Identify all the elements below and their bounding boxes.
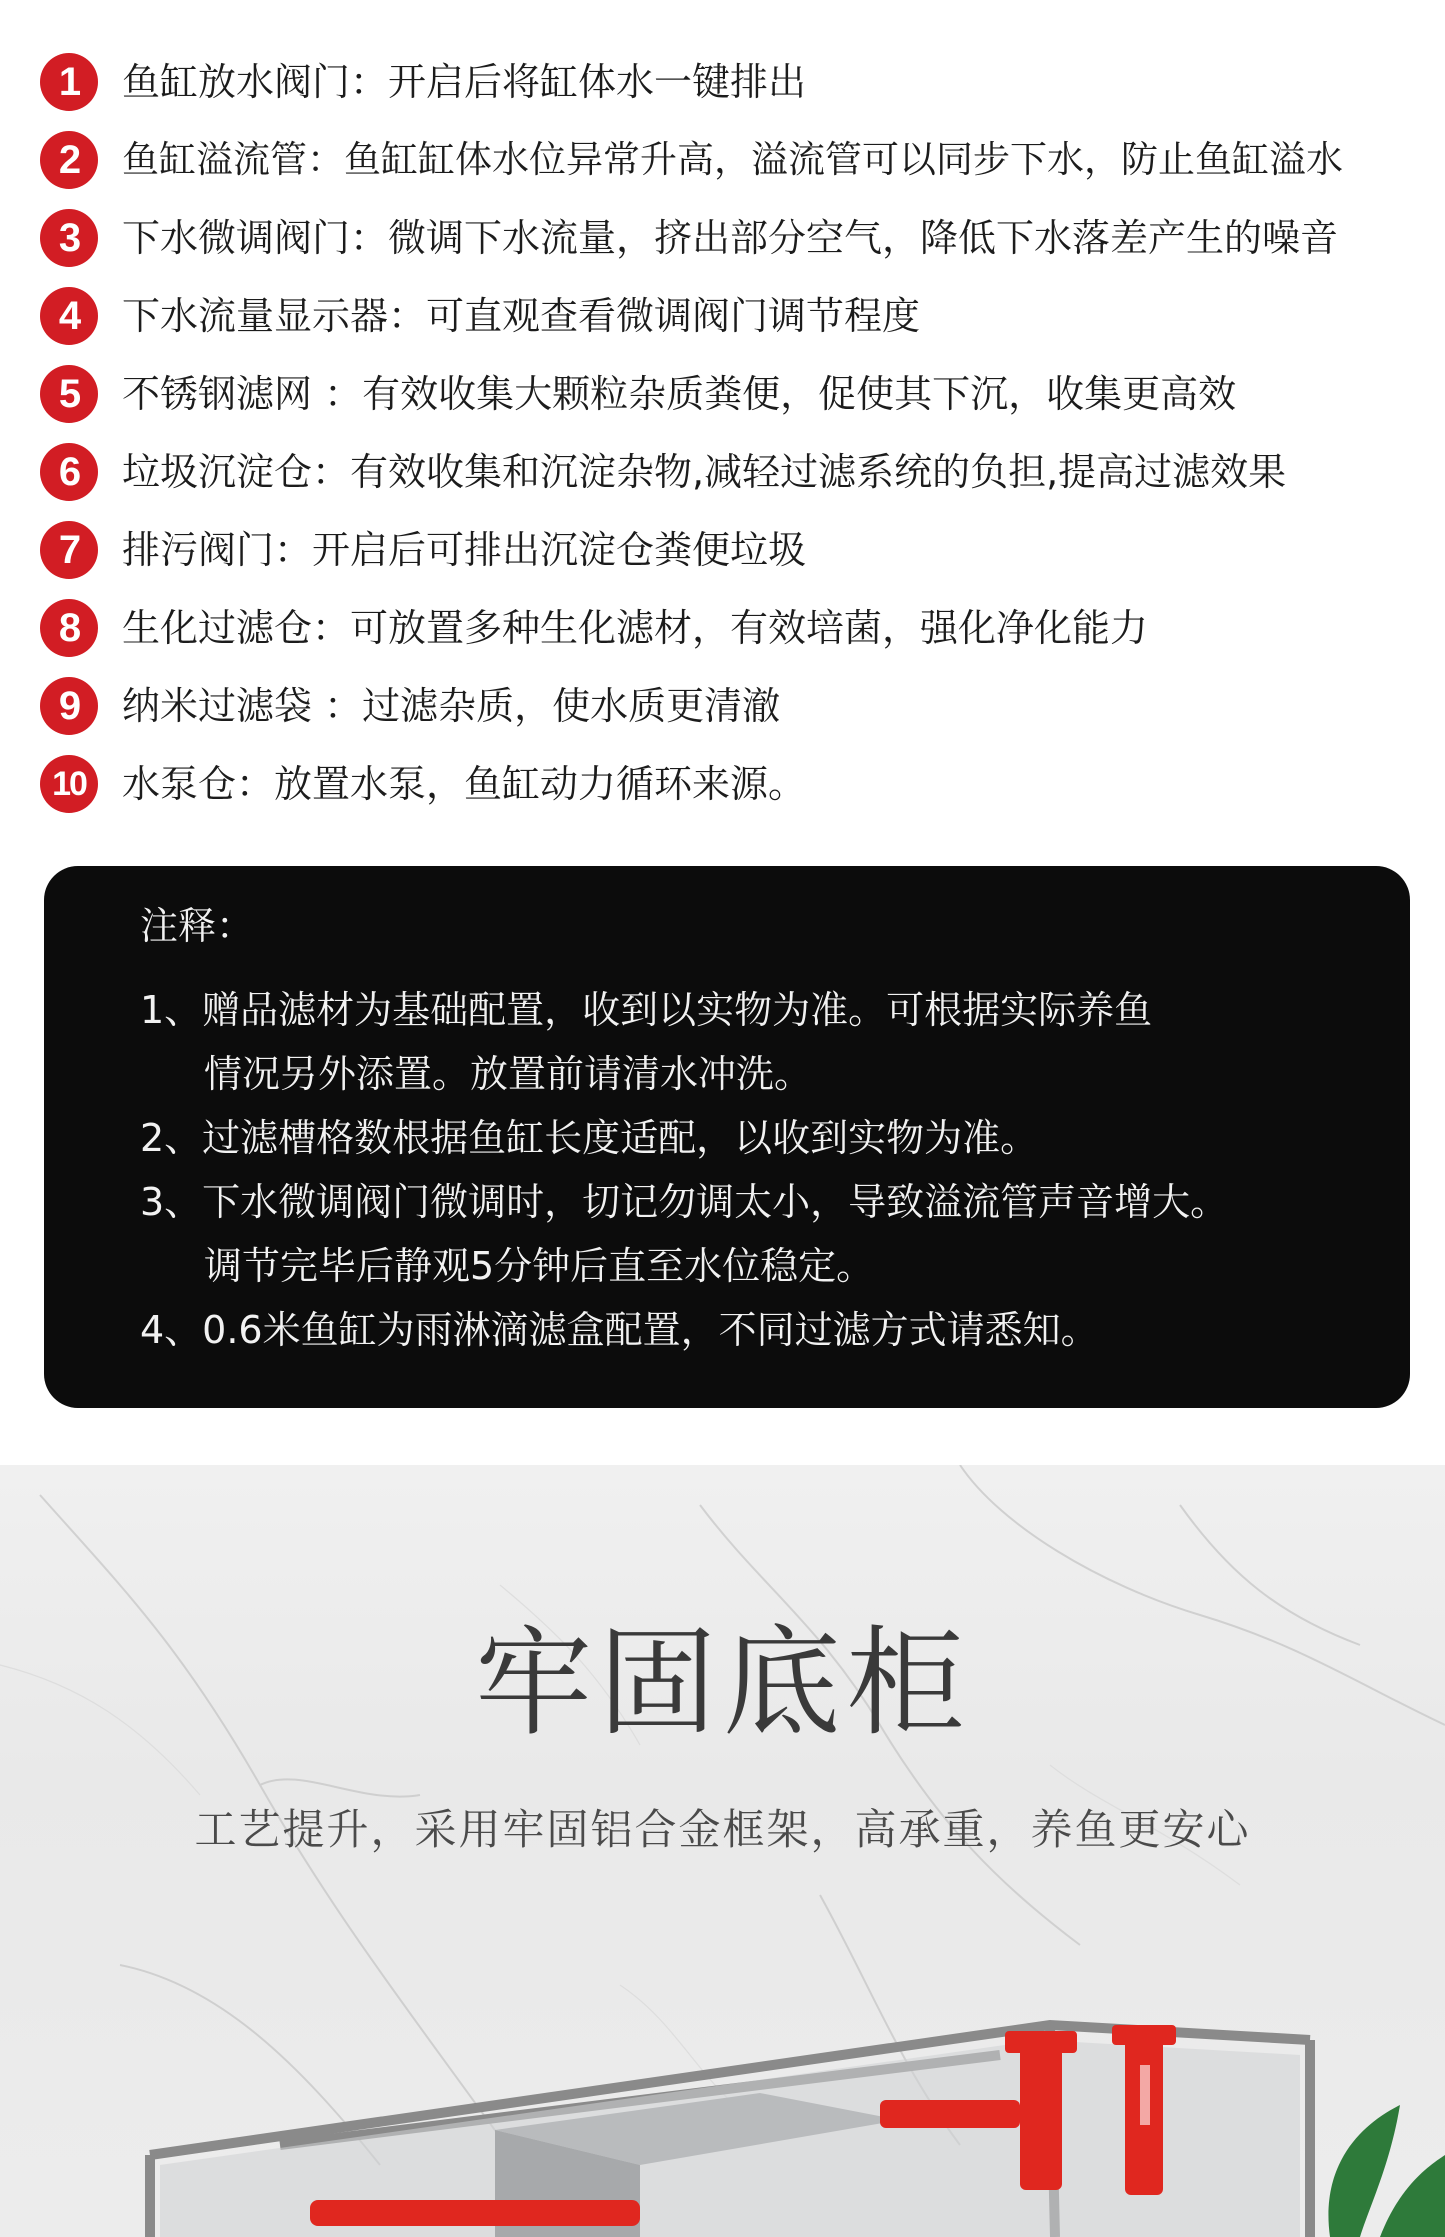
notes-box	[44, 866, 1410, 1408]
feature-text: 生化过滤仓：可放置多种生化滤材，有效培菌，强化净化能力	[122, 606, 1149, 650]
feature-item	[40, 674, 780, 738]
note-line: 4、0.6米鱼缸为雨淋滴滤盒配置，不同过滤方式请悉知。	[140, 1308, 1099, 1352]
feature-item	[40, 128, 1343, 192]
note-line: 2、过滤槽格数根据鱼缸长度适配，以收到实物为准。	[140, 1116, 1039, 1160]
feature-item	[40, 596, 1148, 660]
feature-item	[40, 206, 1338, 270]
cabinet-subtitle: 工艺提升，采用牢固铝合金框架，高承重，养鱼更安心	[194, 1805, 1251, 1854]
feature-text: 下水微调阀门：微调下水流量，挤出部分空气，降低下水落差产生的噪音	[122, 216, 1339, 260]
feature-item	[40, 50, 806, 114]
notes-title: 注释：	[140, 904, 255, 948]
feature-item	[40, 518, 806, 582]
feature-text: 鱼缸溢流管：鱼缸缸体水位异常升高，溢流管可以同步下水，防止鱼缸溢水	[122, 138, 1343, 181]
number-badge: 8	[40, 599, 98, 657]
feature-item	[40, 362, 1236, 426]
number-badge: 5	[40, 365, 98, 423]
feature-text: 水泵仓：放置水泵，鱼缸动力循环来源。	[122, 762, 807, 806]
note-line: 情况另外添置。放置前请清水冲洗。	[204, 1052, 813, 1096]
feature-text: 不锈钢滤网 ：有效收集大颗粒杂质粪便，促使其下沉，收集更高效	[122, 372, 1237, 416]
feature-item	[40, 440, 1286, 504]
number-badge: 10	[40, 755, 98, 813]
feature-item	[40, 752, 806, 816]
number-badge: 2	[40, 131, 98, 189]
note-line: 调节完毕后静观5分钟后直至水位稳定。	[204, 1244, 875, 1288]
feature-text: 鱼缸放水阀门：开启后将缸体水一键排出	[122, 60, 807, 104]
cabinet-section	[0, 1465, 1445, 2237]
number-badge: 4	[40, 287, 98, 345]
cabinet-title: 牢固底柜	[474, 1614, 971, 1752]
number-badge: 9	[40, 677, 98, 735]
feature-text: 垃圾沉淀仓：有效收集和沉淀杂物,减轻过滤系统的负担,提高过滤效果	[122, 450, 1287, 494]
feature-text: 排污阀门：开启后可排出沉淀仓粪便垃圾	[122, 528, 807, 572]
number-badge: 7	[40, 521, 98, 579]
feature-item	[40, 284, 920, 348]
number-badge: 1	[40, 53, 98, 111]
number-badge: 6	[40, 443, 98, 501]
feature-text: 纳米过滤袋 ：过滤杂质，使水质更清澈	[122, 684, 781, 728]
feature-text: 下水流量显示器：可直观查看微调阀门调节程度	[122, 294, 921, 338]
note-line: 1、赠品滤材为基础配置，收到以实物为准。可根据实际养鱼	[140, 988, 1153, 1032]
note-line: 3、下水微调阀门微调时，切记勿调太小，导致溢流管声音增大。	[140, 1180, 1229, 1224]
number-badge: 3	[40, 209, 98, 267]
